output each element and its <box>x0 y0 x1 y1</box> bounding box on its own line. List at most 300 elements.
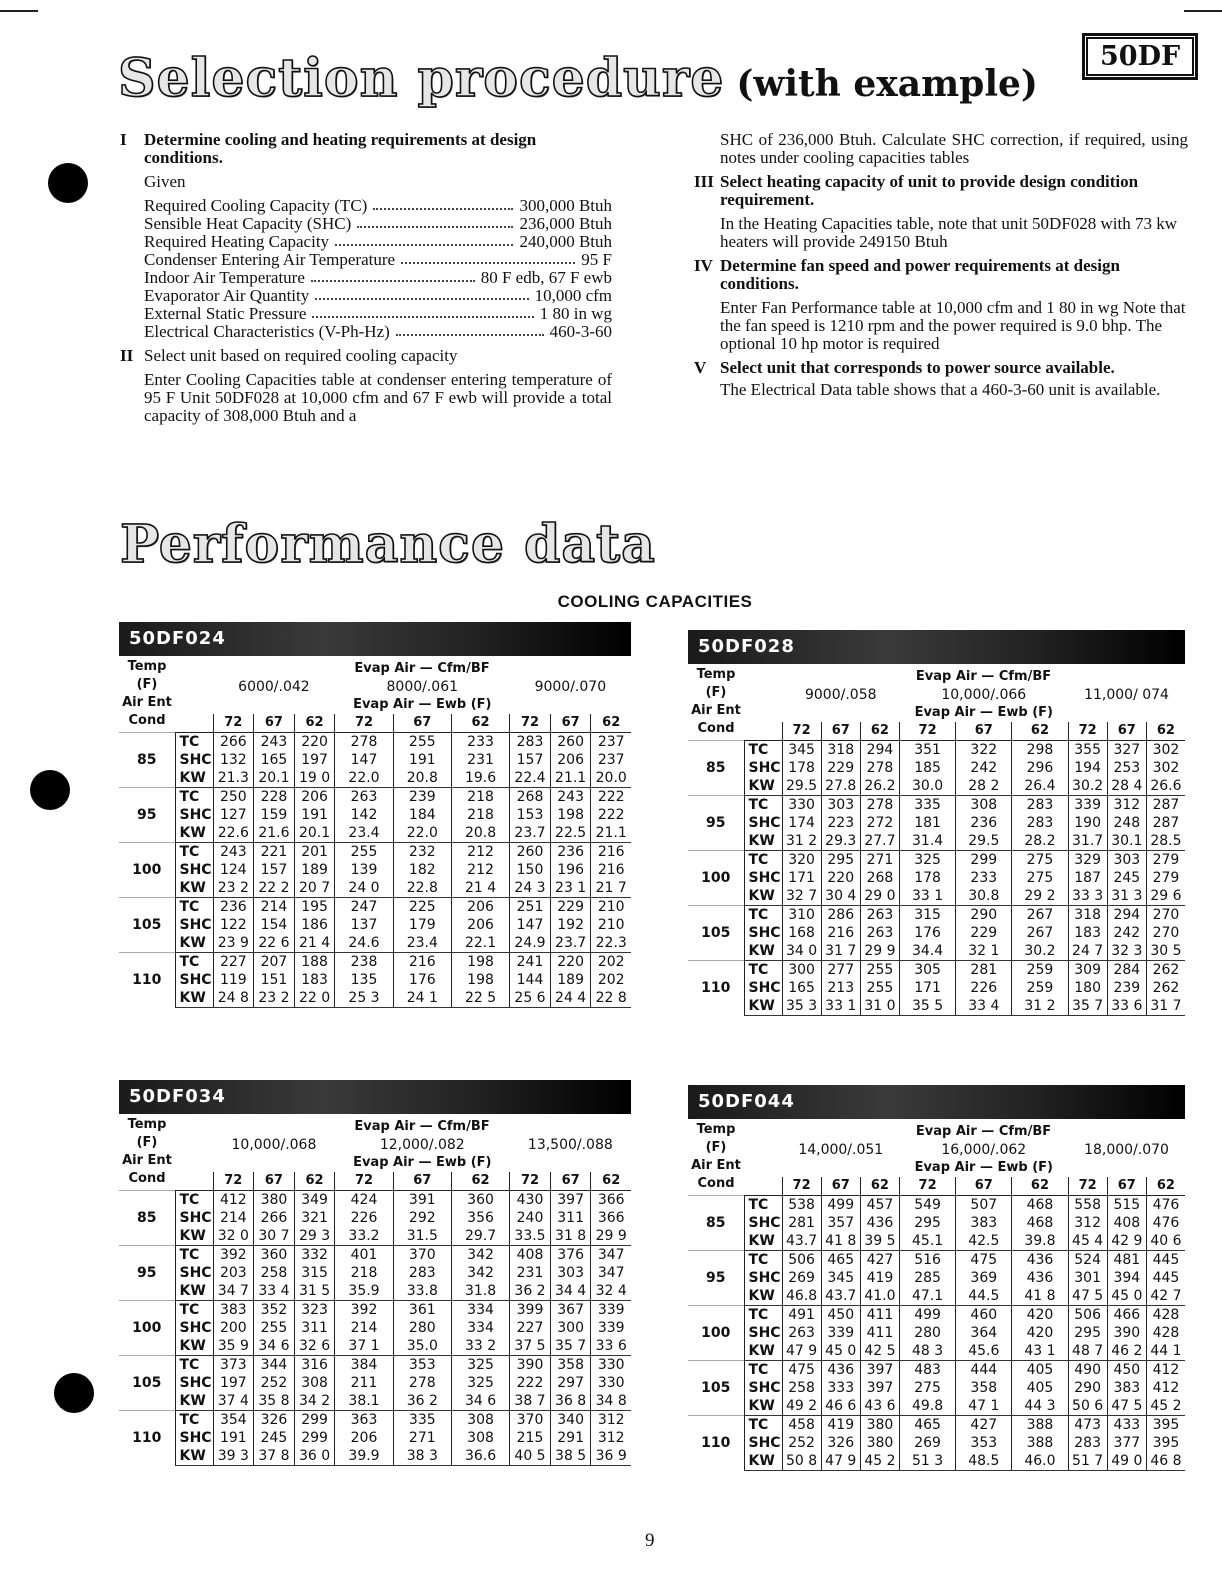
row-label: SHC <box>175 1209 213 1227</box>
tc-cell: 330 <box>782 796 821 815</box>
row-label: SHC <box>744 979 782 997</box>
kw-cell: 33.2 <box>335 1227 393 1246</box>
tc-cell: 266 <box>213 733 254 752</box>
shc-cell: 311 <box>550 1209 591 1227</box>
kw-cell: 20.0 <box>591 769 631 788</box>
kw-cell: 49 0 <box>1107 1452 1146 1471</box>
tc-cell: 428 <box>1146 1306 1185 1325</box>
shc-cell: 321 <box>294 1209 335 1227</box>
condenser-temp: 110 <box>688 1416 744 1471</box>
kw-cell: 24 8 <box>213 989 254 1008</box>
tc-cell: 405 <box>1012 1361 1068 1380</box>
kw-cell: 22 2 <box>254 879 295 898</box>
tc-cell: 399 <box>510 1301 551 1320</box>
tc-cell: 212 <box>451 843 509 862</box>
row-label: KW <box>175 1392 213 1411</box>
shc-cell: 191 <box>213 1429 254 1447</box>
leader-dots <box>312 305 533 318</box>
shc-cell: 248 <box>1107 814 1146 832</box>
shc-cell: 206 <box>335 1429 393 1447</box>
ewb-column-header: 62 <box>451 1172 509 1191</box>
tc-cell: 383 <box>213 1301 254 1320</box>
table-row <box>688 759 1185 777</box>
table-model-band: 50DF024 <box>119 622 631 656</box>
shc-cell: 178 <box>782 759 821 777</box>
kw-cell: 29.5 <box>956 832 1012 851</box>
tc-cell: 475 <box>782 1361 821 1380</box>
row-label: TC <box>175 1301 213 1320</box>
shc-cell: 420 <box>1012 1324 1068 1342</box>
kw-cell: 22 6 <box>254 934 295 953</box>
kw-cell: 49.8 <box>900 1397 956 1416</box>
tc-cell: 473 <box>1068 1416 1107 1435</box>
tc-cell: 202 <box>591 953 631 972</box>
table-row <box>688 796 1185 815</box>
kw-cell: 23.4 <box>393 934 451 953</box>
kw-cell: 39.9 <box>335 1447 393 1466</box>
shc-cell: 278 <box>860 759 899 777</box>
kw-cell: 22.5 <box>550 824 591 843</box>
evap-ewb-header: Evap Air — Ewb (F) <box>914 705 1053 720</box>
shc-cell: 216 <box>591 861 631 879</box>
kw-cell: 21 4 <box>294 934 335 953</box>
kw-cell: 43.7 <box>782 1232 821 1251</box>
given-key: Condenser Entering Air Temperature <box>144 250 396 269</box>
kw-cell: 45.6 <box>956 1342 1012 1361</box>
tc-cell: 436 <box>821 1361 860 1380</box>
shc-cell: 237 <box>591 751 631 769</box>
tc-cell: 354 <box>213 1411 254 1430</box>
shc-cell: 283 <box>1012 814 1068 832</box>
kw-cell: 31.5 <box>393 1227 451 1246</box>
kw-cell: 37 8 <box>254 1447 295 1466</box>
shc-cell: 196 <box>550 861 591 879</box>
shc-cell: 171 <box>782 869 821 887</box>
kw-cell: 45.1 <box>900 1232 956 1251</box>
kw-cell: 45 0 <box>1107 1287 1146 1306</box>
step-1 <box>120 131 612 167</box>
tc-cell: 363 <box>335 1411 393 1430</box>
shc-cell: 388 <box>1012 1434 1068 1452</box>
performance-title: Performance data <box>120 514 656 575</box>
condenser-temp: 100 <box>119 843 175 898</box>
kw-cell: 29 9 <box>591 1227 631 1246</box>
condenser-temp: 85 <box>119 1191 175 1246</box>
tc-cell: 450 <box>821 1306 860 1325</box>
ewb-column-header: 67 <box>1107 722 1146 741</box>
table-row <box>119 769 631 788</box>
table-row <box>688 1342 1185 1361</box>
shc-cell: 395 <box>1146 1434 1185 1452</box>
ewb-column-header: 72 <box>782 1177 821 1196</box>
shc-cell: 147 <box>335 751 393 769</box>
shc-cell: 190 <box>1068 814 1107 832</box>
kw-cell: 46 2 <box>1107 1342 1146 1361</box>
kw-cell: 47 5 <box>1107 1397 1146 1416</box>
shc-cell: 176 <box>900 924 956 942</box>
shc-cell: 428 <box>1146 1324 1185 1342</box>
tc-cell: 334 <box>451 1301 509 1320</box>
tc-cell: 283 <box>1012 796 1068 815</box>
section-subtitle: (with example) <box>736 63 1038 105</box>
ewb-column-header: 67 <box>821 722 860 741</box>
tc-cell: 395 <box>1146 1416 1185 1435</box>
cond-label: Cond <box>128 713 166 728</box>
kw-cell: 24 4 <box>550 989 591 1008</box>
shc-cell: 223 <box>821 814 860 832</box>
tc-cell: 268 <box>510 788 551 807</box>
shc-cell: 312 <box>1068 1214 1107 1232</box>
tc-cell: 237 <box>591 733 631 752</box>
shc-cell: 142 <box>335 806 393 824</box>
tc-cell: 349 <box>294 1191 335 1210</box>
tc-cell: 259 <box>1012 961 1068 980</box>
table-row <box>688 1196 1185 1215</box>
kw-cell: 50 8 <box>782 1452 821 1471</box>
condenser-temp: 105 <box>119 1356 175 1411</box>
tc-cell: 221 <box>254 843 295 862</box>
tc-cell: 286 <box>821 906 860 925</box>
row-label: KW <box>744 832 782 851</box>
tc-cell: 318 <box>821 741 860 760</box>
kw-cell: 27.8 <box>821 777 860 796</box>
kw-cell: 32 7 <box>782 887 821 906</box>
ewb-column-header: 67 <box>393 714 451 733</box>
kw-cell: 33 4 <box>956 997 1012 1016</box>
shc-cell: 311 <box>294 1319 335 1337</box>
shc-cell: 345 <box>821 1269 860 1287</box>
ewb-column-header: 72 <box>213 1172 254 1191</box>
given-value: 95 F <box>581 250 612 269</box>
row-label: TC <box>744 906 782 925</box>
tc-cell: 188 <box>294 953 335 972</box>
ewb-column-header: 72 <box>213 714 254 733</box>
kw-cell: 31 3 <box>1107 887 1146 906</box>
tc-cell: 351 <box>900 741 956 760</box>
leader-dots <box>315 287 528 300</box>
shc-cell: 356 <box>451 1209 509 1227</box>
tc-cell: 238 <box>335 953 393 972</box>
kw-cell: 24 1 <box>393 989 451 1008</box>
tc-cell: 206 <box>294 788 335 807</box>
row-label: TC <box>175 788 213 807</box>
temp-header <box>688 664 744 741</box>
shc-cell: 358 <box>956 1379 1012 1397</box>
ewb-column-header: 72 <box>1068 722 1107 741</box>
table-row <box>119 1301 631 1320</box>
tc-cell: 201 <box>294 843 335 862</box>
tc-cell: 303 <box>821 796 860 815</box>
given-list <box>144 197 612 341</box>
tc-cell: 325 <box>451 1356 509 1375</box>
table-row <box>688 1287 1185 1306</box>
kw-cell: 30 4 <box>821 887 860 906</box>
tc-cell: 390 <box>510 1356 551 1375</box>
tc-cell: 436 <box>1012 1251 1068 1270</box>
shc-cell: 270 <box>1146 924 1185 942</box>
tc-cell: 283 <box>510 733 551 752</box>
leader-dots <box>396 323 544 336</box>
tc-cell: 325 <box>900 851 956 870</box>
step-number: III <box>694 172 714 191</box>
shc-cell: 436 <box>860 1214 899 1232</box>
row-label: TC <box>175 1411 213 1430</box>
given-row <box>144 323 612 341</box>
tc-cell: 329 <box>1068 851 1107 870</box>
tc-cell: 299 <box>294 1411 335 1430</box>
shc-cell: 290 <box>1068 1379 1107 1397</box>
shc-cell: 330 <box>591 1374 631 1392</box>
step-number: II <box>120 346 134 365</box>
shc-cell: 266 <box>254 1209 295 1227</box>
given-row <box>144 269 612 287</box>
shc-cell: 187 <box>1068 869 1107 887</box>
tc-cell: 481 <box>1107 1251 1146 1270</box>
kw-cell: 29 0 <box>860 887 899 906</box>
condenser-temp: 100 <box>119 1301 175 1356</box>
ewb-column-header: 72 <box>900 722 956 741</box>
kw-cell: 43 6 <box>860 1397 899 1416</box>
kw-cell: 22 8 <box>591 989 631 1008</box>
table-row <box>688 1324 1185 1342</box>
kw-cell: 31 7 <box>821 942 860 961</box>
shc-cell: 299 <box>294 1429 335 1447</box>
row-label: KW <box>744 1452 782 1471</box>
kw-cell: 24 3 <box>510 879 551 898</box>
tc-cell: 411 <box>860 1306 899 1325</box>
tc-cell: 392 <box>213 1246 254 1265</box>
kw-cell: 22 5 <box>451 989 509 1008</box>
table-row <box>119 971 631 989</box>
step-5 <box>694 359 1188 377</box>
cfm-bf-value: 12,000/.082 <box>379 1137 465 1153</box>
shc-cell: 397 <box>860 1379 899 1397</box>
shc-cell: 252 <box>782 1434 821 1452</box>
tc-cell: 308 <box>956 796 1012 815</box>
tc-cell: 332 <box>294 1246 335 1265</box>
shc-cell: 231 <box>510 1264 551 1282</box>
tc-cell: 506 <box>1068 1306 1107 1325</box>
row-label: SHC <box>175 751 213 769</box>
row-label: SHC <box>744 1269 782 1287</box>
tc-cell: 384 <box>335 1356 393 1375</box>
row-label: SHC <box>744 1214 782 1232</box>
tc-cell: 243 <box>213 843 254 862</box>
cfm-bf-value: 14,000/.051 <box>798 1142 884 1158</box>
shc-cell: 229 <box>821 759 860 777</box>
table-row <box>119 1392 631 1411</box>
given-value: 240,000 Btuh <box>519 232 612 251</box>
shc-cell: 271 <box>393 1429 451 1447</box>
table-row <box>688 1269 1185 1287</box>
ewb-column-header: 72 <box>782 722 821 741</box>
kw-cell: 23.4 <box>335 824 393 843</box>
kw-cell: 46.8 <box>782 1287 821 1306</box>
tc-cell: 275 <box>1012 851 1068 870</box>
row-label: KW <box>744 1232 782 1251</box>
tc-cell: 358 <box>550 1356 591 1375</box>
shc-cell: 119 <box>213 971 254 989</box>
cond-label: Cond <box>128 1171 166 1186</box>
row-label: TC <box>744 1196 782 1215</box>
tc-cell: 401 <box>335 1246 393 1265</box>
shc-cell: 263 <box>782 1324 821 1342</box>
shc-cell: 159 <box>254 806 295 824</box>
table-row <box>688 1379 1185 1397</box>
tc-cell: 430 <box>510 1191 551 1210</box>
table-row <box>688 851 1185 870</box>
kw-cell: 22.4 <box>510 769 551 788</box>
row-label: SHC <box>744 924 782 942</box>
table-row <box>119 1191 631 1210</box>
kw-cell: 21 4 <box>451 879 509 898</box>
shc-cell: 186 <box>294 916 335 934</box>
tc-cell: 309 <box>1068 961 1107 980</box>
shc-cell: 377 <box>1107 1434 1146 1452</box>
table-row <box>119 861 631 879</box>
table-row <box>119 824 631 843</box>
kw-cell: 19.6 <box>451 769 509 788</box>
kw-cell: 33.8 <box>393 1282 451 1301</box>
tc-cell: 271 <box>860 851 899 870</box>
table-row <box>119 1209 631 1227</box>
shc-cell: 476 <box>1146 1214 1185 1232</box>
kw-cell: 22.0 <box>393 824 451 843</box>
kw-cell: 43.7 <box>821 1287 860 1306</box>
leader-dots <box>357 215 513 228</box>
kw-cell: 28 4 <box>1107 777 1146 796</box>
table-row <box>688 942 1185 961</box>
row-label: KW <box>744 777 782 796</box>
tc-cell: 316 <box>294 1356 335 1375</box>
shc-cell: 157 <box>254 861 295 879</box>
kw-cell: 29 6 <box>1146 887 1185 906</box>
kw-cell: 32 3 <box>1107 942 1146 961</box>
row-label: SHC <box>175 861 213 879</box>
row-label: TC <box>175 843 213 862</box>
given-block <box>120 173 612 341</box>
kw-cell: 20.1 <box>254 769 295 788</box>
shc-cell: 436 <box>1012 1269 1068 1287</box>
kw-cell: 29 3 <box>294 1227 335 1246</box>
shc-cell: 226 <box>335 1209 393 1227</box>
kw-cell: 31 8 <box>550 1227 591 1246</box>
step-body: In the Heating Capacities table, note that unit 50DF028 with 73 kw heaters will provide 249150 Btuh <box>720 214 1178 251</box>
tc-cell: 294 <box>860 741 899 760</box>
tc-cell: 450 <box>1107 1361 1146 1380</box>
shc-cell: 137 <box>335 916 393 934</box>
shc-cell: 231 <box>451 751 509 769</box>
shc-cell: 258 <box>782 1379 821 1397</box>
shc-cell: 206 <box>550 751 591 769</box>
kw-cell: 47 9 <box>821 1452 860 1471</box>
row-label: SHC <box>744 869 782 887</box>
kw-cell: 21.6 <box>254 824 295 843</box>
shc-cell: 291 <box>550 1429 591 1447</box>
page-header <box>118 48 1038 109</box>
shc-cell: 165 <box>782 979 821 997</box>
shc-cell: 168 <box>782 924 821 942</box>
cooling-caption: COOLING CAPACITIES <box>557 592 753 611</box>
table-row <box>119 1411 631 1430</box>
shc-cell: 179 <box>393 916 451 934</box>
shc-cell: 185 <box>900 759 956 777</box>
kw-cell: 33.5 <box>510 1227 551 1246</box>
kw-cell: 26.4 <box>1012 777 1068 796</box>
kw-cell: 29.5 <box>782 777 821 796</box>
tc-cell: 214 <box>254 898 295 917</box>
tc-cell: 210 <box>591 898 631 917</box>
row-label: KW <box>175 1337 213 1356</box>
kw-cell: 32 6 <box>294 1337 335 1356</box>
shc-cell: 212 <box>451 861 509 879</box>
table-row <box>119 1356 631 1375</box>
shc-cell: 211 <box>335 1374 393 1392</box>
kw-cell: 22 0 <box>294 989 335 1008</box>
tc-cell: 465 <box>900 1416 956 1435</box>
tc-cell: 427 <box>956 1416 1012 1435</box>
kw-cell: 25 3 <box>335 989 393 1008</box>
table-row <box>119 806 631 824</box>
tc-cell: 424 <box>335 1191 393 1210</box>
kw-cell: 31.8 <box>451 1282 509 1301</box>
table-row <box>119 1227 631 1246</box>
evap-ewb-header: Evap Air — Ewb (F) <box>353 1155 492 1170</box>
given-value: 460-3-60 <box>549 322 612 341</box>
ewb-column-header: 72 <box>510 714 551 733</box>
tc-cell: 305 <box>900 961 956 980</box>
tc-cell: 241 <box>510 953 551 972</box>
kw-cell: 34 7 <box>213 1282 254 1301</box>
step-title: Select unit based on required cooling capacity <box>144 346 458 365</box>
row-label: KW <box>744 997 782 1016</box>
table-model-band: 50DF028 <box>688 630 1185 664</box>
kw-cell: 36 0 <box>294 1447 335 1466</box>
tc-cell: 220 <box>294 733 335 752</box>
shc-cell: 153 <box>510 806 551 824</box>
kw-cell: 38 7 <box>510 1392 551 1411</box>
given-value: 10,000 cfm <box>534 286 612 305</box>
kw-cell: 21.1 <box>550 769 591 788</box>
ewb-column-header: 67 <box>254 714 295 733</box>
evap-cfm-header: Evap Air — Cfm/BF <box>915 1124 1052 1139</box>
kw-cell: 36 9 <box>591 1447 631 1466</box>
tc-cell: 516 <box>900 1251 956 1270</box>
tc-cell: 298 <box>1012 741 1068 760</box>
ewb-column-header: 67 <box>550 714 591 733</box>
ewb-column-header: 62 <box>1146 1177 1185 1196</box>
kw-cell: 22.6 <box>213 824 254 843</box>
tc-cell: 227 <box>213 953 254 972</box>
step-title: Determine cooling and heating requirements at design conditions. <box>144 130 537 167</box>
shc-cell: 279 <box>1146 869 1185 887</box>
kw-cell: 28 2 <box>956 777 1012 796</box>
tc-cell: 310 <box>782 906 821 925</box>
kw-cell: 38 3 <box>393 1447 451 1466</box>
tc-cell: 483 <box>900 1361 956 1380</box>
tc-cell: 476 <box>1146 1196 1185 1215</box>
shc-cell: 347 <box>591 1264 631 1282</box>
tc-cell: 222 <box>591 788 631 807</box>
tc-cell: 287 <box>1146 796 1185 815</box>
shc-cell: 272 <box>860 814 899 832</box>
kw-cell: 34 6 <box>451 1392 509 1411</box>
ewb-column-header: 62 <box>294 1172 335 1191</box>
kw-cell: 35 8 <box>254 1392 295 1411</box>
kw-cell: 29.7 <box>451 1227 509 1246</box>
shc-cell: 218 <box>335 1264 393 1282</box>
table-row <box>688 979 1185 997</box>
